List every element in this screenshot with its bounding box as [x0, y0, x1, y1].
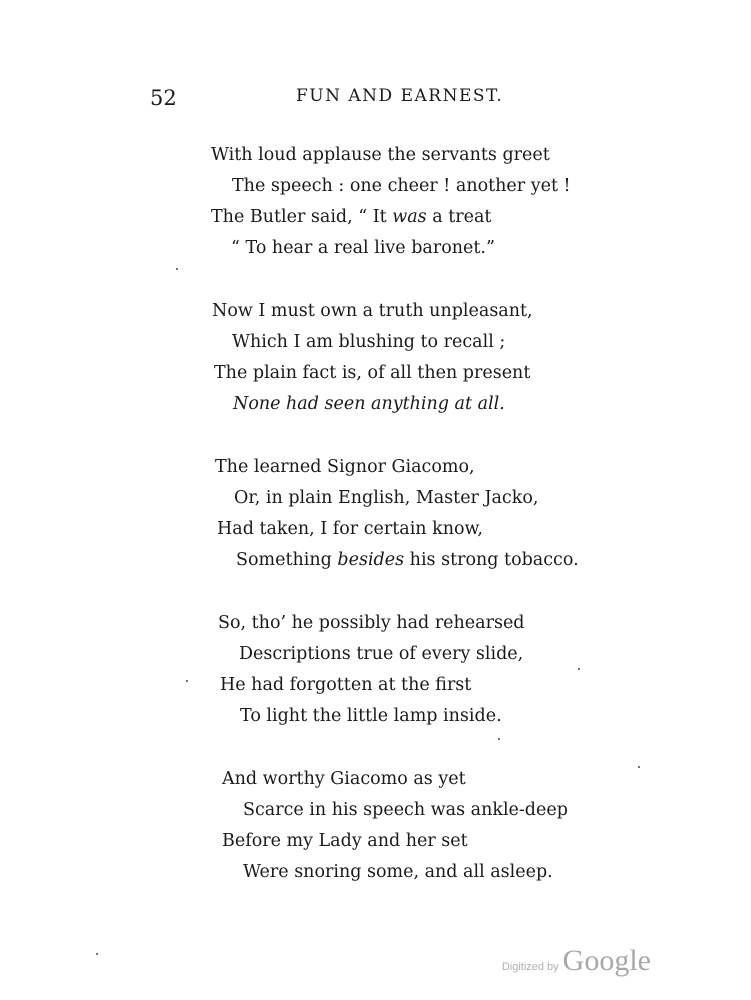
scan-speck [498, 738, 500, 740]
watermark-prefix: Digitized by [501, 961, 559, 973]
page-number: 52 [150, 86, 177, 110]
poem-line [222, 768, 466, 790]
line-text: So, tho’ he possibly had rehearsed [218, 613, 525, 633]
google-logo: Google [562, 944, 651, 977]
poem-line [212, 300, 533, 322]
line-text: Descriptions true of every slide, [239, 644, 524, 664]
scan-speck [176, 268, 178, 270]
scan-speck [96, 953, 98, 955]
poem-line [243, 799, 568, 821]
italic-text: was [392, 207, 427, 227]
line-text: The learned Signor Giacomo, [215, 457, 475, 477]
scan-speck [186, 680, 188, 682]
poem-line [239, 643, 523, 665]
poem-line [211, 144, 550, 166]
line-text: Were snoring some, and all asleep. [243, 862, 553, 882]
line-text: With loud applause the servants greet [211, 145, 550, 165]
italic-text: besides [337, 550, 405, 570]
line-text: Which I am blushing to recall ; [232, 332, 506, 352]
poem-line [214, 362, 530, 384]
poem-line [232, 175, 571, 197]
poem-line [211, 206, 491, 228]
line-text: Scarce in his speech was ankle-deep [243, 800, 568, 820]
line-text: his strong tobacco. [404, 550, 579, 570]
italic-text: None had seen anything at all. [233, 394, 505, 414]
line-text: Had taken, I for certain know, [217, 519, 483, 539]
running-head: FUN AND EARNEST. [296, 86, 504, 106]
line-text: a treat [426, 207, 492, 227]
line-text: “ To hear a real live baronet.” [231, 238, 495, 258]
line-text: Or, in plain English, Master Jacko, [234, 488, 539, 508]
poem-line [231, 237, 495, 259]
poem-line [243, 861, 553, 883]
digitized-watermark [502, 944, 651, 978]
poem-line [234, 487, 538, 509]
poem-line [217, 518, 483, 540]
line-text: The speech : one cheer ! another yet ! [232, 176, 571, 196]
poem-line [236, 549, 579, 571]
poem-line [215, 456, 475, 478]
line-text: He had forgotten at the first [220, 675, 472, 695]
scan-speck [578, 668, 580, 670]
poem-line [220, 674, 471, 696]
poem-line [222, 830, 468, 852]
poem-line [218, 612, 525, 634]
poem-line [240, 705, 502, 727]
poem-line [232, 331, 505, 353]
poem-line [233, 393, 505, 415]
line-text: And worthy Giacomo as yet [222, 769, 466, 789]
line-text: The Butler said, “ It [211, 207, 393, 227]
scan-speck [638, 766, 640, 768]
line-text: Before my Lady and her set [222, 831, 468, 851]
line-text: Now I must own a truth unpleasant, [212, 301, 533, 321]
line-text: The plain fact is, of all then present [214, 363, 531, 383]
line-text: To light the little lamp inside. [240, 706, 502, 726]
line-text: Something [236, 550, 338, 570]
